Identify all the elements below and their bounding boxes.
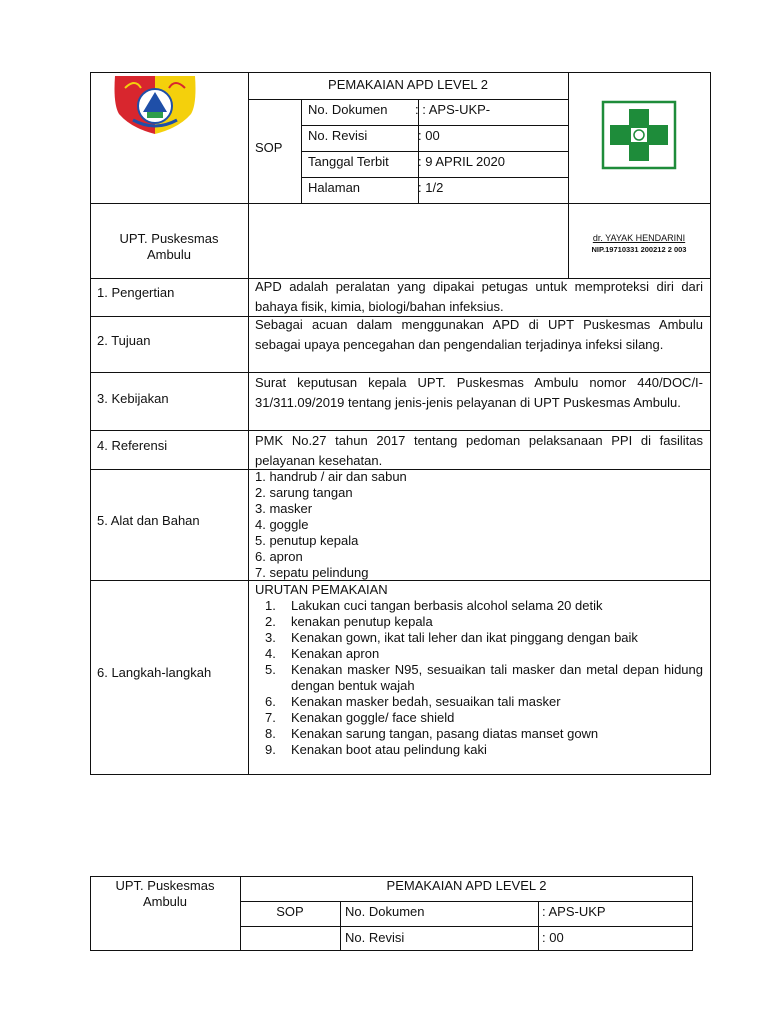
meta-label-revisi: No. Revisi bbox=[308, 128, 368, 143]
org-name-line2: Ambulu bbox=[146, 247, 192, 262]
meta-label-tanggal: Tanggal Terbit bbox=[308, 154, 389, 169]
list-item: 3. masker bbox=[255, 501, 313, 516]
sop-label: SOP bbox=[255, 140, 283, 155]
page2-meta-value-revisi: : 00 bbox=[542, 930, 564, 945]
list-item: 9. Kenakan boot atau pelindung kaki bbox=[265, 742, 487, 757]
list-item: 1. handrub / air dan sabun bbox=[255, 469, 407, 484]
equipment-list bbox=[255, 469, 407, 581]
page2-sop-label: SOP bbox=[276, 904, 304, 919]
list-item: 1. Lakukan cuci tangan berbasis alcohol selama 20 detik bbox=[265, 598, 603, 613]
steps-list bbox=[255, 598, 703, 758]
list-item: 2. sarung tangan bbox=[255, 485, 353, 500]
signer-name: dr. YAYAK HENDARINI bbox=[592, 233, 686, 243]
page2-org-line1: UPT. Puskesmas bbox=[115, 878, 215, 893]
meta-value-dokumen: : : APS-UKP- bbox=[415, 102, 491, 117]
steps-heading: URUTAN PEMAKAIAN bbox=[255, 582, 388, 597]
list-item: 5. penutup kepala bbox=[255, 533, 359, 548]
meta-value-halaman: : 1/2 bbox=[418, 180, 444, 195]
section-label-langkah: 6. Langkah-langkah bbox=[97, 665, 212, 680]
document-title: PEMAKAIAN APD LEVEL 2 bbox=[328, 77, 488, 92]
section-text-pengertian: APD adalah peralatan yang dipakai petugas untuk memproteksi diri dari bahaya fisik, kimia, biologi/bahan infeksius. bbox=[255, 279, 703, 314]
section-label-kebijakan: 3. Kebijakan bbox=[97, 391, 169, 406]
list-item: 8. Kenakan sarung tangan, pasang diatas manset gown bbox=[265, 726, 599, 741]
list-item: 3. Kenakan gown, ikat tali leher dan ikat pinggang dengan baik bbox=[265, 630, 638, 645]
signer-nip: NIP.19710331 200212 2 003 bbox=[591, 245, 687, 254]
page2-meta-label-revisi: No. Revisi bbox=[345, 930, 405, 945]
list-item: 7. Kenakan goggle/ face shield bbox=[265, 710, 455, 725]
list-item: 6. Kenakan masker bedah, sesuaikan tali masker bbox=[265, 694, 561, 709]
list-item: 4. goggle bbox=[255, 517, 309, 532]
org-name-line1: UPT. Puskesmas bbox=[119, 231, 219, 246]
list-item: 7. sepatu pelindung bbox=[255, 565, 369, 580]
page2-org-line2: Ambulu bbox=[142, 894, 188, 909]
list-item: 5. Kenakan masker N95, sesuaikan tali masker dan metal depan hidung dengan bentuk wajah bbox=[265, 662, 703, 693]
regency-emblem-icon bbox=[111, 74, 199, 136]
meta-value-revisi: : 00 bbox=[418, 128, 440, 143]
section-text-referensi: PMK No.27 tahun 2017 tentang pedoman pelaksanaan PPI di fasilitas pelayanan kesehatan. bbox=[255, 433, 703, 468]
page2-meta-label-dokumen: No. Dokumen bbox=[345, 904, 425, 919]
section-label-alat: 5. Alat dan Bahan bbox=[97, 513, 200, 528]
page2-meta-value-dokumen: : APS-UKP bbox=[542, 904, 606, 919]
meta-label-halaman: Halaman bbox=[308, 180, 361, 195]
page2-title: PEMAKAIAN APD LEVEL 2 bbox=[386, 878, 547, 893]
list-item: 6. apron bbox=[255, 549, 303, 564]
list-item: 2. kenakan penutup kepala bbox=[265, 614, 433, 629]
list-item: 4. Kenakan apron bbox=[265, 646, 380, 661]
section-text-kebijakan: Surat keputusan kepala UPT. Puskesmas Ambulu nomor 440/DOC/I-31/311.09/2019 tentang jenis-jenis pelayanan di UPT Puskesmas Ambulu. bbox=[255, 375, 703, 410]
meta-label-dokumen: No. Dokumen bbox=[308, 102, 388, 117]
meta-value-tanggal: : 9 APRIL 2020 bbox=[418, 154, 505, 169]
section-label-pengertian: 1. Pengertian bbox=[97, 285, 175, 300]
section-text-tujuan: Sebagai acuan dalam menggunakan APD di UPT Puskesmas Ambulu sebagai upaya pencegahan dan pengendalian terjadinya infeksi silang. bbox=[255, 317, 703, 352]
section-label-referensi: 4. Referensi bbox=[97, 438, 168, 453]
section-label-tujuan: 2. Tujuan bbox=[97, 333, 151, 348]
puskesmas-cross-icon bbox=[601, 100, 677, 170]
